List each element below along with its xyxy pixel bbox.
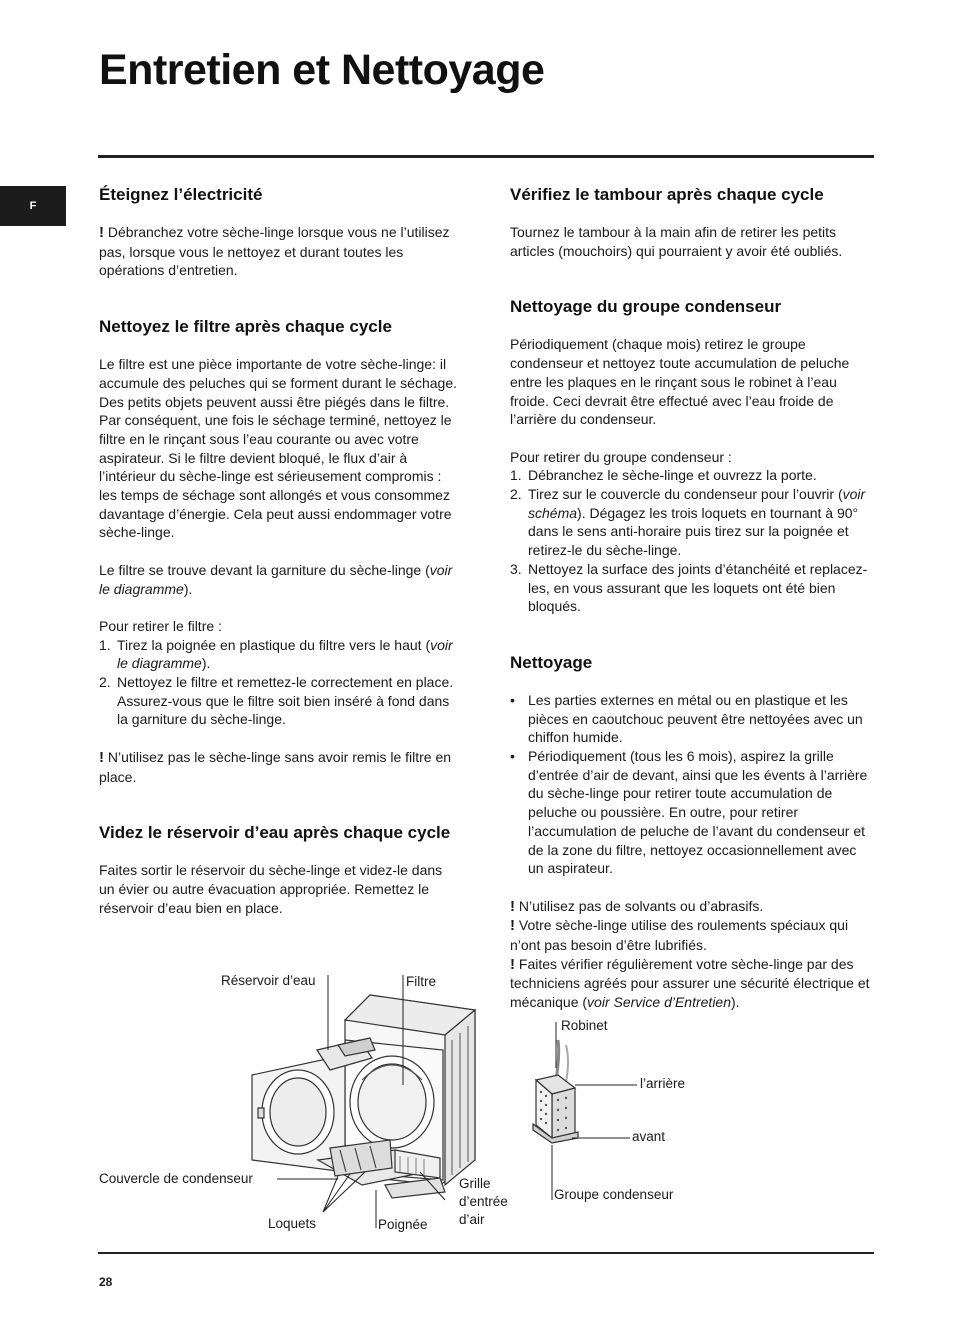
label-robinet: Robinet <box>561 1018 608 1033</box>
condenser-steps-intro: Pour retirer du groupe condenseur : <box>510 448 732 465</box>
label-couvercle: Couvercle de condenseur <box>99 1171 253 1186</box>
list-item: 3. Nettoyez la surface des joints d’étanchéité et replacez-les, en vous assurant que les loquets ont été bien bloqués. <box>510 560 868 615</box>
water-tank-paragraph: Faites sortir le réservoir du sèche-linge et videz-le dans un évier ou autre évacuation appropriée. Remettez le réservoir d’eau bien en place. <box>99 862 443 916</box>
condenser-paragraph: Périodiquement (chaque mois) retirez le groupe condenseur et nettoyez toute accumulation de peluche entre les plaques en le rinçant sous le robinet à l’eau froide. Ceci devrait être effectué avec l’eau froide de l’arrière du condenseur. <box>510 336 850 428</box>
label-filtre: Filtre <box>406 974 436 989</box>
label-avant: avant <box>632 1129 666 1144</box>
page-number: 28 <box>99 1275 113 1289</box>
warning-mark: ! <box>510 955 515 973</box>
warning-mark: ! <box>99 748 104 766</box>
list-item: 2. Tirez sur le couvercle du condenseur pour l’ouvrir (voir schéma). Dégagez les trois loquets en tournant à 90° dans le sens anti-horaire puis tirez sur la poignée et retirez-le du sèche-linge. <box>510 486 866 559</box>
heading-electricity: Éteignez l’électricité <box>99 185 263 204</box>
label-reservoir: Réservoir d’eau <box>221 973 316 988</box>
electricity-warning: ! Débranchez votre sèche-linge lorsque vous ne l’utilisez pas, lorsque vous le nettoyez et durant toutes les opérations d’entretien. <box>99 224 450 279</box>
heading-condenser: Nettoyage du groupe condenseur <box>510 297 782 317</box>
filter-location: Le filtre se trouve devant la garniture du sèche-linge (voir le diagramme). <box>99 561 453 597</box>
list-item: 1. Débranchez le sèche-linge et ouvrezz la porte. <box>510 467 817 484</box>
filter-steps-intro: Pour retirer le filtre : <box>99 617 222 634</box>
cleaning-warning-3: ! Faites vérifier régulièrement votre sèche-linge par des techniciens agréés pour assurer une sécurité électrique et mécanique (voir Service d’Entretien). <box>510 955 870 1011</box>
label-groupe: Groupe condenseur <box>554 1187 674 1202</box>
list-item: 1. Tirez la poignée en plastique du filtre vers le haut (voir le diagramme). <box>99 636 453 672</box>
heading-cleaning: Nettoyage <box>510 652 593 672</box>
label-loquets: Loquets <box>268 1216 317 1231</box>
language-code: F <box>29 200 37 212</box>
filter-paragraph: Le filtre est une pièce importante de votre sèche-linge: il accumule des peluches qui se forment durant le séchage. Des petits objets peuvent aussi être piégés dans le filtre. Par conséquent, une fois le séchage terminé, nettoyez le filtre en le rinçant sous l’eau courante ou avec votre aspirateur. Si le filtre devient bloqué, le flux d’air à l’intérieur du sèche-linge est sérieusement compromis : les temps de séchage sont allongés et vous consommez davantage d’énergie. Cela peut aussi endommager votre sèche-linge. <box>99 356 457 541</box>
label-grille: Grille d’entrée d’air <box>459 1176 508 1227</box>
list-item: • Les parties externes en métal ou en plastique et les pièces en caoutchouc peuvent être nettoyées avec un chiffon humide. <box>510 691 863 746</box>
page-title: Entretien et Nettoyage <box>99 46 545 94</box>
warning-mark: ! <box>510 897 515 915</box>
warning-mark: ! <box>99 224 104 241</box>
cleaning-warning-1: ! N’utilisez pas de solvants ou d’abrasifs. <box>510 897 764 915</box>
drum-paragraph: Tournez le tambour à la main afin de retirer les petits articles (mouchoirs) qui pourraient y avoir été oubliés. <box>510 224 843 259</box>
heading-drum: Vérifiez le tambour après chaque cycle <box>510 185 824 204</box>
bottom-rule <box>98 1252 874 1254</box>
label-arriere: l’arrière <box>640 1076 686 1091</box>
cleaning-warning-2: ! Votre sèche-linge utilise des roulements spéciaux qui n’ont pas besoin d’être lubrifiés. <box>510 917 849 954</box>
warning-mark: ! <box>510 917 515 935</box>
heading-water-tank: Videz le réservoir d’eau après chaque cycle <box>99 823 451 843</box>
list-item: 2. Nettoyez le filtre et remettez-le correctement en place. Assurez-vous que le filtre soit bien inséré à fond dans la garniture du sèche-linge. <box>99 674 454 728</box>
list-item: • Périodiquement (tous les 6 mois), aspirez la grille d’entrée d’air de devant, ainsi que les évents à l’arrière du sèche-linge pour retirer toute accumulation de peluche ou poussière. En outre, pour retirer l’accumulation de peluche de l’avant du condenseur et de la zone du filtre, nettoyez occasionnellement avec un aspirateur. <box>510 748 868 877</box>
heading-filter: Nettoyez le filtre après chaque cycle <box>99 317 392 337</box>
filter-warning: ! N’utilisez pas le sèche-linge sans avoir remis le filtre en place. <box>99 748 452 785</box>
label-poignee: Poignée <box>378 1217 428 1232</box>
